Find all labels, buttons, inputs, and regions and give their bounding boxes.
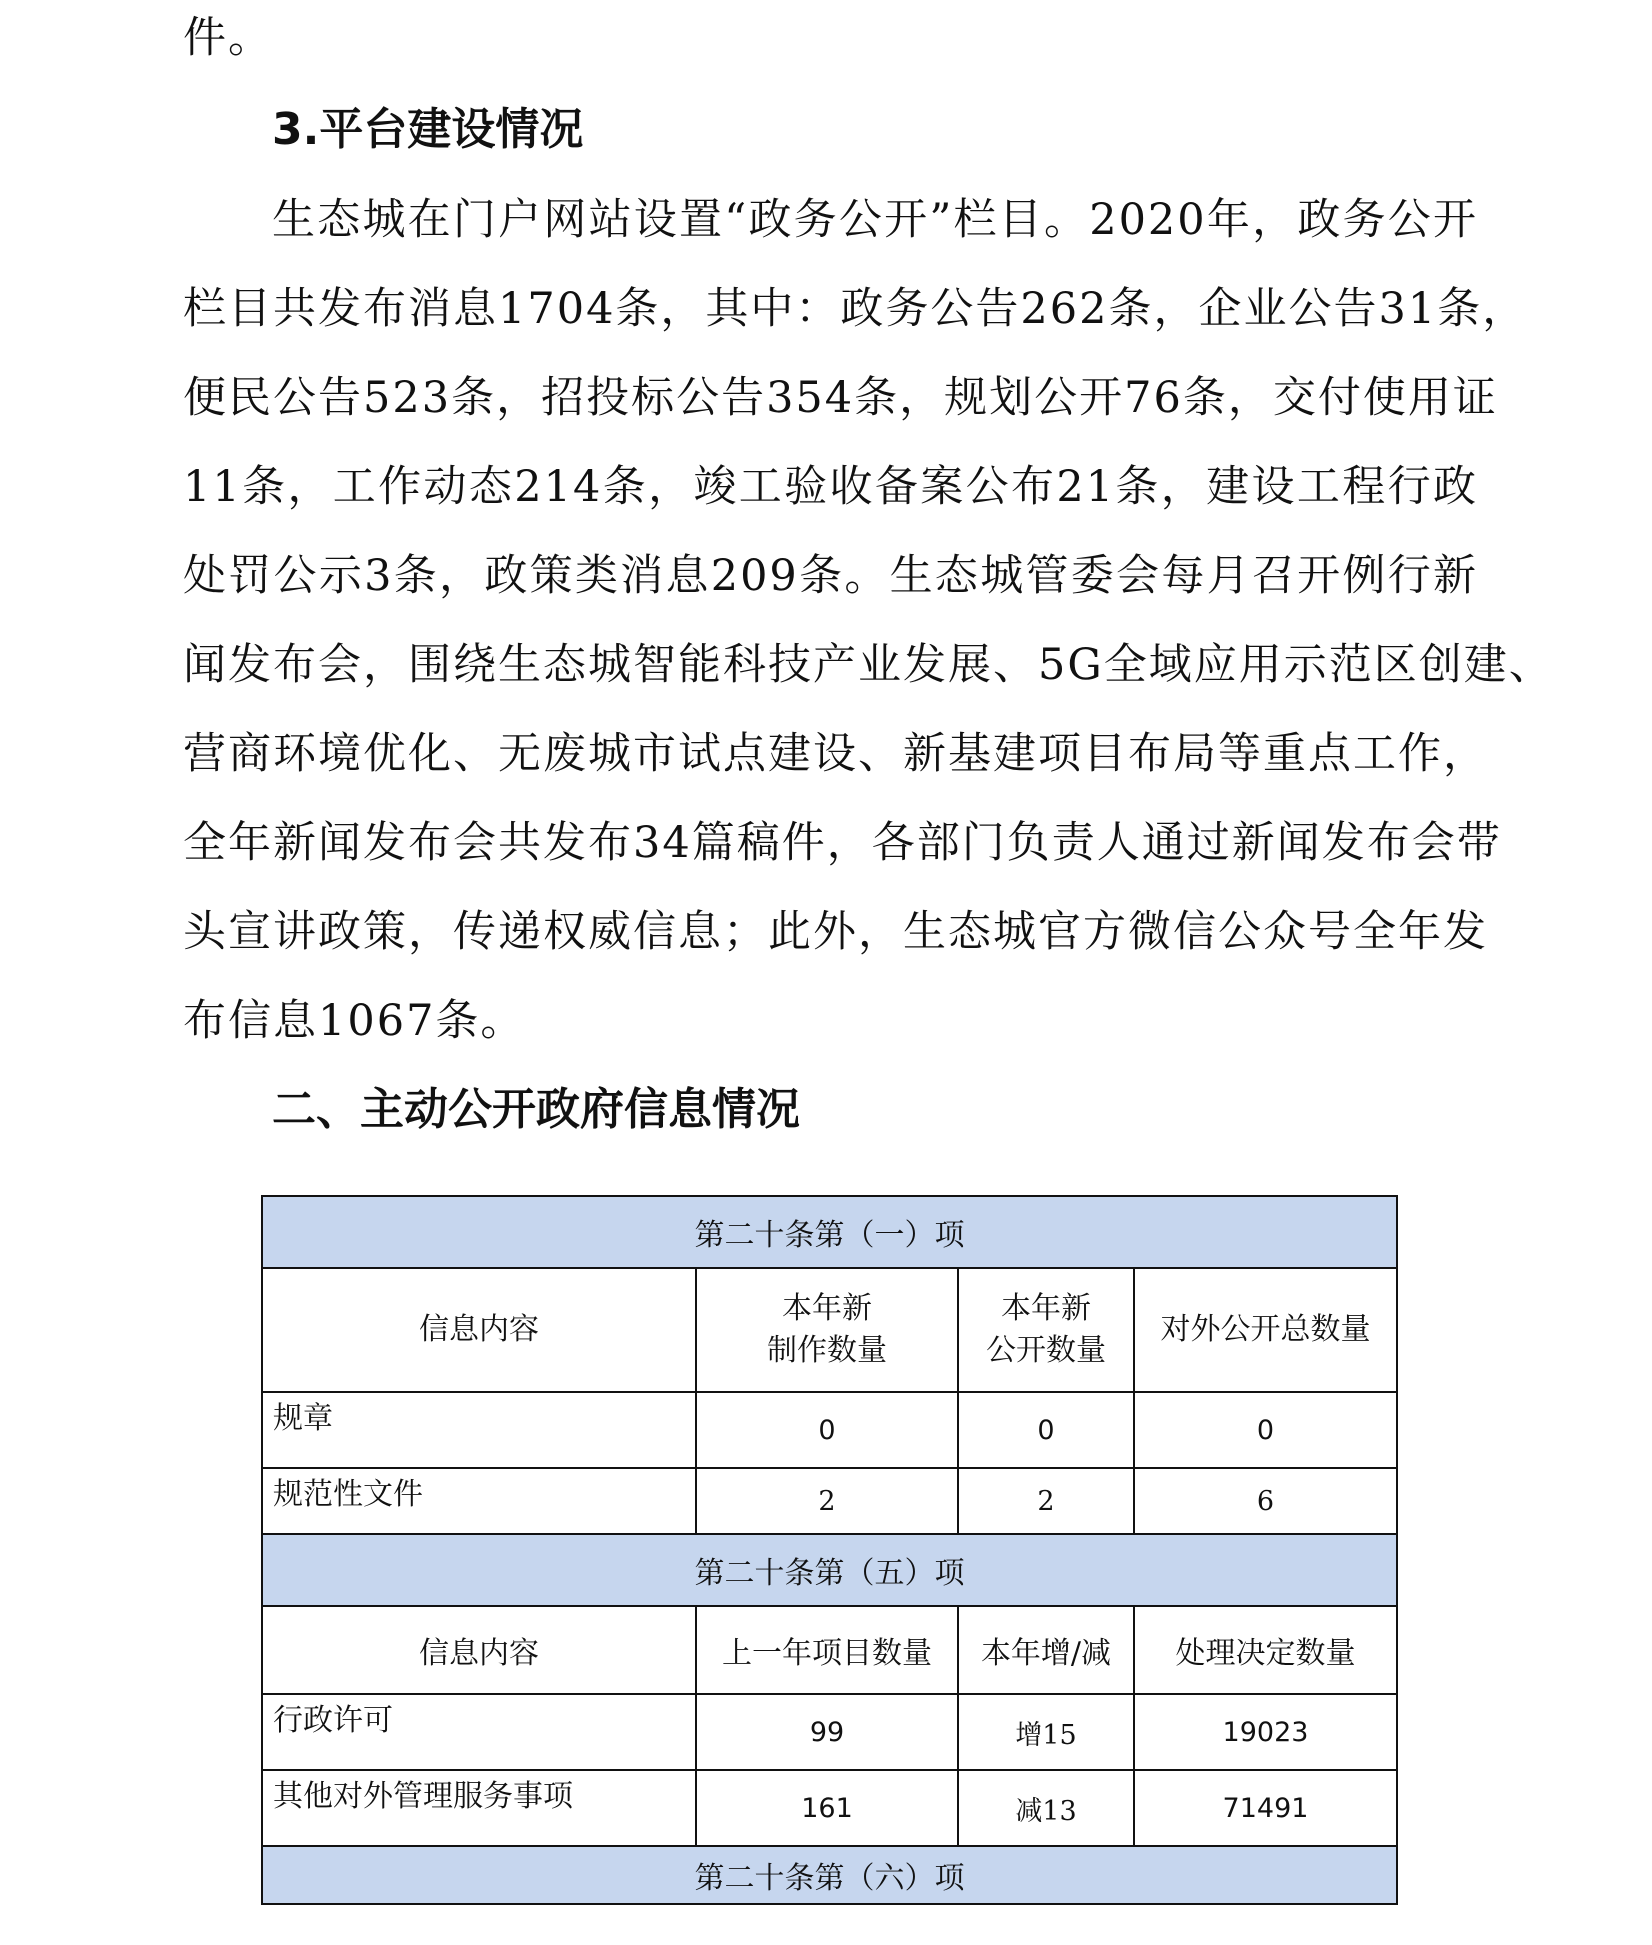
header-new-published [958,1268,1134,1392]
row-label: 其他对外管理服务事项 [262,1770,696,1846]
header-new-made [696,1268,958,1392]
paragraph-line: 11条，工作动态214条，竣工验收备案公布21条，建设工程行政 [183,462,1478,512]
row-label: 规章 [262,1392,696,1468]
cell-value: 0 [696,1392,958,1468]
paragraph-line: 栏目共发布消息1704条，其中：政务公告262条，企业公告31条， [183,284,1528,334]
cell-value: 减13 [958,1770,1134,1846]
header-year-change: 本年增/减 [958,1606,1134,1694]
table-band-article20-item6: 第二十条第（六）项 [262,1846,1397,1904]
paragraph-line: 营商环境优化、无废城市试点建设、新基建项目布局等重点工作， [183,729,1488,779]
table-row [262,1770,1397,1846]
header-info-content: 信息内容 [262,1268,696,1392]
header-previous-year-count: 上一年项目数量 [696,1606,958,1694]
header-new-made-line2: 制作数量 [767,1333,887,1368]
header-new-published-line1: 本年新 [1001,1291,1091,1326]
table-row [262,1392,1397,1468]
section-heading-platform: 3.平台建设情况 [272,104,584,155]
section-heading-proactive-disclosure: 二、主动公开政府信息情况 [272,1084,800,1135]
paragraph-line: 布信息1067条。 [183,996,526,1046]
table-row [262,1468,1397,1534]
paragraph-line: 处罚公示3条，政策类消息209条。生态城管委会每月召开例行新 [183,551,1478,601]
cell-value: 99 [696,1694,958,1770]
paragraph-line: 头宣讲政策，传递权威信息；此外，生态城官方微信公众号全年发 [183,907,1488,957]
header-total-published: 对外公开总数量 [1134,1268,1397,1392]
cell-value: 0 [1134,1392,1397,1468]
cell-value: 161 [696,1770,958,1846]
cell-value: 0 [958,1392,1134,1468]
header-new-published-line2: 公开数量 [986,1333,1106,1368]
paragraph-line: 全年新闻发布会共发布34篇稿件，各部门负责人通过新闻发布会带 [183,818,1502,868]
cell-value: 71491 [1134,1770,1397,1846]
disclosure-table [261,1195,1398,1905]
table-band-article20-item1: 第二十条第（一）项 [262,1196,1397,1268]
paragraph-line: 便民公告523条，招投标公告354条，规划公开76条，交付使用证 [183,373,1498,423]
cell-value: 2 [696,1468,958,1534]
header-decision-count: 处理决定数量 [1134,1606,1397,1694]
row-label: 规范性文件 [262,1468,696,1534]
table-band-article20-item5: 第二十条第（五）项 [262,1534,1397,1606]
cell-value: 6 [1134,1468,1397,1534]
header-info-content: 信息内容 [262,1606,696,1694]
paragraph-line: 闻发布会，围绕生态城智能科技产业发展、5G全域应用示范区创建、 [183,640,1554,690]
header-new-made-line1: 本年新 [782,1291,872,1326]
table-row [262,1694,1397,1770]
cell-value: 增15 [958,1694,1134,1770]
paragraph-line: 生态城在门户网站设置“政务公开”栏目。2020年，政务公开 [272,195,1478,245]
cell-value: 2 [958,1468,1134,1534]
paragraph-continuation: 件。 [183,13,273,63]
row-label: 行政许可 [262,1694,696,1770]
cell-value: 19023 [1134,1694,1397,1770]
